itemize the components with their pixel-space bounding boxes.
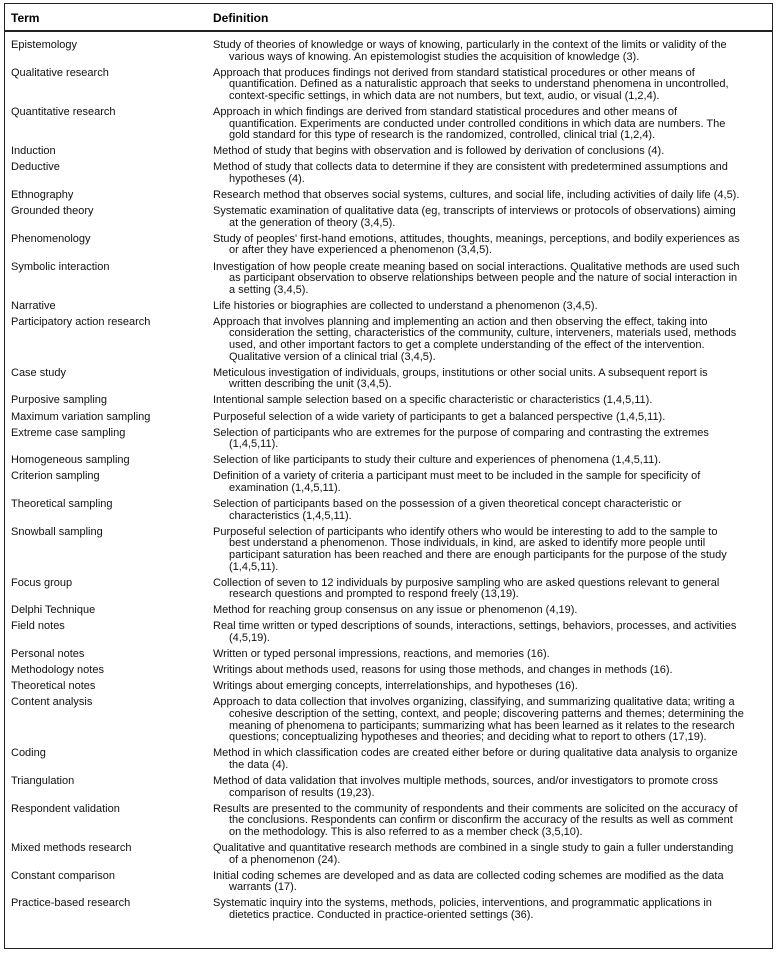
table-header — [5, 4, 772, 32]
table-row — [5, 162, 772, 185]
table-row — [5, 527, 772, 573]
term-cell: Criterion sampling — [11, 470, 100, 483]
definition-line: quantification. Defined as a naturalistic approach that seeks to understand phenomena in uncontrolled, — [229, 78, 729, 91]
definition-line: (1,4,5,11). — [229, 560, 279, 573]
definition-cell — [213, 681, 772, 693]
definition-line: Qualitative version of a clinical trial (3,4,5). — [229, 350, 436, 363]
definition-cell — [213, 428, 772, 451]
definition-line: Life histories or biographies are collected to understand a phenomenon (3,4,5). — [213, 299, 598, 312]
definition-line: Intentional sample selection based on a specific characteristic or characteristics (1,4,5,11). — [213, 394, 653, 407]
definition-line: Method of data validation that involves multiple methods, sources, and/or investigators to promote cross — [213, 774, 719, 787]
definition-line: Approach to data collection that involves organizing, classifying, and summarizing qualitative data; writing a — [213, 696, 735, 709]
definition-line: best understand a phenomenon. Those individuals, in kind, are asked to identify more people until — [229, 537, 706, 550]
definition-cell — [213, 578, 772, 601]
definition-line: Real time written or typed descriptions of sounds, interactions, settings, behaviors, processes, and activities — [213, 620, 737, 633]
definition-line: at the generation of theory (3,4,5). — [229, 216, 396, 229]
definition-cell — [213, 621, 772, 644]
table-row — [5, 40, 772, 63]
definition-line: Definition of a variety of criteria a participant must meet to be included in the sample for specificity of — [213, 470, 701, 483]
table-row — [5, 697, 772, 743]
term-cell: Participatory action research — [11, 315, 151, 328]
definition-line: meaning of phenomena to participants; summarizing what has been learned as it relates to the research — [229, 719, 735, 732]
term-cell: Quantitative research — [11, 105, 116, 118]
definition-line: Meticulous investigation of individuals, groups, institutions or other social units. A subsequent report is — [213, 366, 708, 379]
table-row — [5, 146, 772, 158]
definition-cell — [213, 527, 772, 573]
definition-line: (1,4,5,11). — [229, 438, 279, 451]
definition-line: cohesive description of the setting, context, and people; discovering patterns and themes; determining the — [229, 708, 744, 720]
definition-line: comparison of results (19,23). — [229, 786, 375, 799]
definition-cell — [213, 206, 772, 229]
term-cell: Symbolic interaction — [11, 260, 110, 273]
definition-line: Method of study that begins with observation and is followed by derivation of conclusions (4). — [213, 145, 665, 158]
definition-line: Selection of participants who are extremes for the purpose of comparing and contrasting the extremes — [213, 426, 709, 439]
definition-line: Qualitative and quantitative research methods are combined in a single study to gain a fuller understanding — [213, 841, 734, 854]
table-row — [5, 605, 772, 617]
definition-cell — [213, 697, 772, 743]
definition-line: Method in which classification codes are created either before or during qualitative data analysis to organize — [213, 747, 738, 760]
definition-cell — [213, 665, 772, 677]
term-cell: Field notes — [11, 620, 65, 633]
term-cell: Theoretical sampling — [11, 498, 113, 511]
definition-line: Collection of seven to 12 individuals by purposive sampling who are asked questions relevant to general — [213, 576, 720, 589]
term-cell: Deductive — [11, 161, 60, 174]
table-row — [5, 748, 772, 771]
definition-cell — [213, 40, 772, 63]
definition-line: context-specific settings, in which data are not numbers, but text, audio, or visual (1,2,4). — [229, 89, 660, 102]
definition-cell — [213, 804, 772, 839]
definition-line: Approach that produces findings not derived from standard statistical procedures or other means of — [213, 66, 695, 79]
definition-line: dietetics practice. Conducted in practice-oriented settings (36). — [229, 908, 534, 921]
table-row — [5, 804, 772, 839]
table-row — [5, 428, 772, 451]
definition-line: research questions and prompted to respond freely (13,19). — [229, 588, 519, 601]
definition-line: (4,5,19). — [229, 632, 270, 645]
term-cell: Respondent validation — [11, 802, 120, 815]
table-row — [5, 317, 772, 363]
definition-cell — [213, 68, 772, 103]
term-cell: Personal notes — [11, 648, 85, 661]
definition-line: Study of peoples' first-hand emotions, attitudes, thoughts, meanings, perceptions, and bodily experiences as — [213, 232, 740, 245]
definition-line: used, and other important factors to get a complete understanding of the effect of the intervention. — [229, 339, 705, 352]
term-cell: Extreme case sampling — [11, 426, 126, 439]
definition-line: Method of study that collects data to determine if they are consistent with predetermined assumptions and — [213, 161, 728, 174]
term-cell: Qualitative research — [11, 66, 109, 79]
definition-line: Writings about methods used, reasons for using those methods, and changes in methods (16). — [213, 664, 673, 677]
definition-line: Systematic examination of qualitative data (eg, transcripts of interviews or protocols of observations) aiming — [213, 205, 736, 218]
definition-line: consideration the setting, characteristics of the community, culture, interveners, materials used, methods — [229, 327, 737, 340]
definition-line: Written or typed personal impressions, reactions, and memories (16). — [213, 648, 550, 661]
term-cell: Maximum variation sampling — [11, 410, 151, 423]
definition-line: on the methodology. This is also referred to as a member check (3,5,10). — [229, 825, 583, 838]
definition-cell — [213, 395, 772, 407]
definition-cell — [213, 605, 772, 617]
table-row — [5, 871, 772, 894]
definition-cell — [213, 301, 772, 313]
definition-line: the data (4). — [229, 758, 289, 771]
definition-cell — [213, 412, 772, 424]
definition-line: Purposeful selection of participants who identify others who would be interesting to add to the sample to — [213, 525, 718, 538]
definition-line: Selection of like participants to study their culture and experiences of phenomena (1,4,5,11). — [213, 454, 662, 467]
definition-line: various ways of knowing. An epistemologist studies the acquisition of knowledge (3). — [229, 50, 640, 63]
term-cell: Snowball sampling — [11, 525, 103, 538]
definition-line: a setting (3,4,5). — [229, 283, 309, 296]
table-row — [5, 681, 772, 693]
term-cell: Coding — [11, 747, 46, 760]
definition-cell — [213, 843, 772, 866]
definition-line: Study of theories of knowledge or ways of knowing, particularly in the context of the limits or validity of the — [213, 39, 727, 51]
definition-line: or after they have experienced a phenomenon (3,4,5). — [229, 244, 492, 257]
table-body — [5, 40, 772, 926]
table-row — [5, 776, 772, 799]
definition-line: gold standard for this type of research is the randomized, controlled, clinical trial (1,2,4). — [229, 129, 656, 142]
term-cell: Practice-based research — [11, 897, 131, 910]
table-row — [5, 499, 772, 522]
definition-cell — [213, 499, 772, 522]
definition-line: the conclusions. Respondents can confirm or disconfirm the accuracy of the results as well as comment — [229, 814, 733, 827]
definition-line: questions; conceptualizing hypotheses and theories; and deciding what to report to others (17,19). — [229, 731, 707, 744]
definition-cell — [213, 146, 772, 158]
table-row — [5, 68, 772, 103]
term-cell: Methodology notes — [11, 664, 104, 677]
definition-line: written describing the unit (3,4,5). — [229, 378, 392, 391]
definition-cell — [213, 471, 772, 494]
definition-line: hypotheses (4). — [229, 172, 305, 185]
definition-cell — [213, 776, 772, 799]
definition-line: Method for reaching group consensus on any issue or phenomenon (4,19). — [213, 604, 578, 617]
definition-cell — [213, 455, 772, 467]
definition-line: Selection of participants based on the possession of a given theoretical concept characteristic or — [213, 498, 682, 511]
definition-line: Purposeful selection of a wide variety of participants to get a balanced perspective (1,4,5,11). — [213, 410, 666, 423]
definition-line: Investigation of how people create meaning based on social interactions. Qualitative methods are used such — [213, 260, 740, 273]
definition-cell — [213, 317, 772, 363]
table-row — [5, 621, 772, 644]
definition-cell — [213, 748, 772, 771]
header-term: Term — [11, 11, 40, 25]
term-cell: Phenomenology — [11, 232, 91, 245]
definition-line: Results are presented to the community of respondents and their comments are solicited on the accuracy of — [213, 802, 738, 815]
table-row — [5, 649, 772, 661]
definition-line: participant saturation has been reached and there are enough participants for the purpose of the study — [229, 548, 727, 561]
table-row — [5, 843, 772, 866]
term-cell: Epistemology — [11, 39, 78, 51]
definition-cell — [213, 649, 772, 661]
definition-line: Systematic inquiry into the systems, methods, policies, interventions, and programmatic applications in — [213, 897, 712, 910]
definition-cell — [213, 162, 772, 185]
table-row — [5, 206, 772, 229]
definition-cell — [213, 107, 772, 142]
table-row — [5, 578, 772, 601]
table-row — [5, 301, 772, 313]
table-row — [5, 368, 772, 391]
term-cell: Purposive sampling — [11, 394, 107, 407]
definition-line: quantification. Experiments are conducted under controlled conditions in which data are numbers. The — [229, 117, 726, 130]
definition-line: of a phenomenon (24). — [229, 853, 341, 866]
definition-cell — [213, 368, 772, 391]
definition-line: Initial coding schemes are developed and as data are collected coding schemes are modified as the data — [213, 869, 724, 882]
definition-line: Research method that observes social systems, cultures, and social life, including activities of daily life (4,5). — [213, 189, 740, 202]
table-row — [5, 412, 772, 424]
definition-line: Writings about emerging concepts, interrelationships, and hypotheses (16). — [213, 680, 578, 693]
term-cell: Ethnography — [11, 189, 74, 202]
term-cell: Content analysis — [11, 696, 93, 709]
term-cell: Case study — [11, 366, 67, 379]
header-definition: Definition — [213, 11, 269, 25]
definition-cell — [213, 190, 772, 202]
term-cell: Induction — [11, 145, 56, 158]
definition-cell — [213, 871, 772, 894]
definition-line: warrants (17). — [229, 881, 297, 894]
table-row — [5, 471, 772, 494]
term-cell: Focus group — [11, 576, 73, 589]
definition-cell — [213, 898, 772, 921]
definition-line: Approach in which findings are derived from standard statistical procedures and other means of — [213, 105, 678, 118]
term-cell: Grounded theory — [11, 205, 94, 218]
definition-line: Approach that involves planning and implementing an action and then observing the effect, taking into — [213, 315, 708, 328]
definition-line: as participant observation to observe relationships between people and the nature of social interaction in — [229, 272, 738, 285]
term-cell: Constant comparison — [11, 869, 115, 882]
table-row — [5, 107, 772, 142]
table-row — [5, 455, 772, 467]
definition-line: examination (1,4,5,11). — [229, 482, 341, 494]
term-cell: Triangulation — [11, 774, 75, 787]
term-cell: Mixed methods research — [11, 841, 132, 854]
glossary-table — [4, 3, 773, 949]
table-row — [5, 898, 772, 921]
term-cell: Theoretical notes — [11, 680, 96, 693]
term-cell: Homogeneous sampling — [11, 454, 130, 467]
term-cell: Delphi Technique — [11, 604, 96, 617]
table-row — [5, 234, 772, 257]
table-row — [5, 262, 772, 297]
table-row — [5, 665, 772, 677]
definition-cell — [213, 262, 772, 297]
term-cell: Narrative — [11, 299, 56, 312]
definition-cell — [213, 234, 772, 257]
table-row — [5, 190, 772, 202]
definition-line: characteristics (1,4,5,11). — [229, 509, 352, 522]
table-row — [5, 395, 772, 407]
